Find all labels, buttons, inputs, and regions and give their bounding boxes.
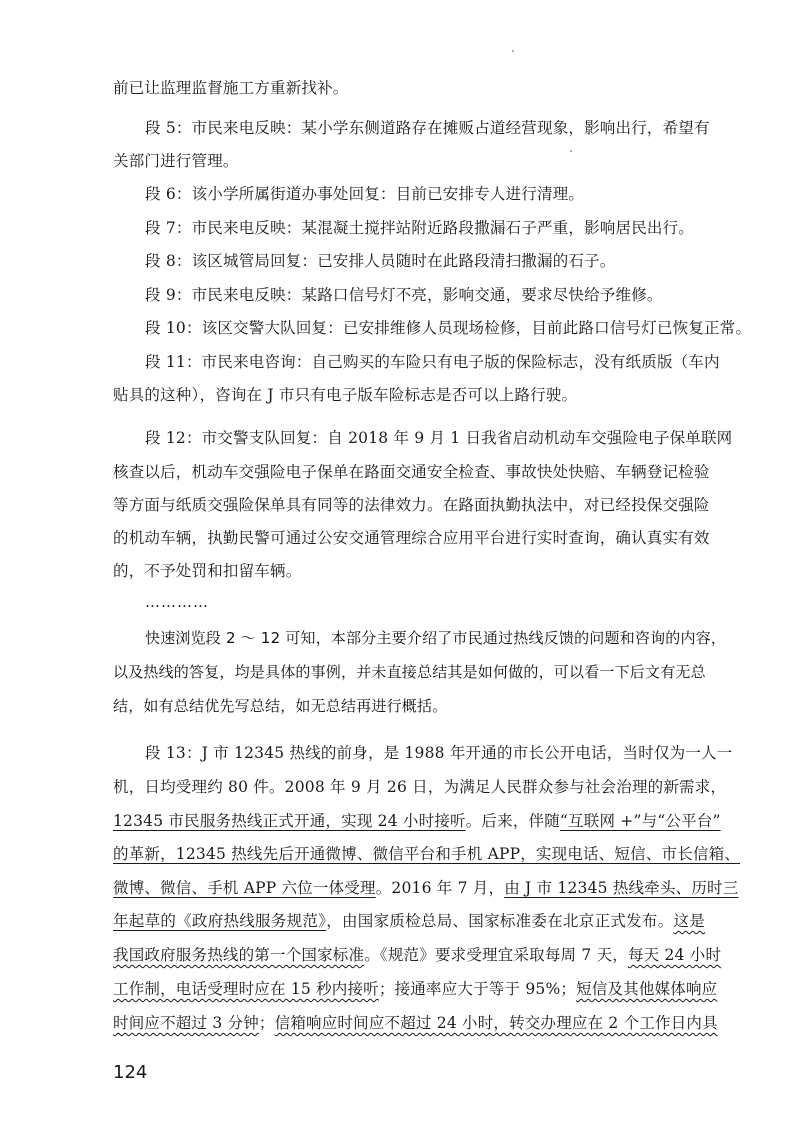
wavy-underlined-phrase: 时间应不超过 3 分钟	[113, 1014, 259, 1032]
text-line: 机，日均受理约 80 件。2008 年 9 月 26 日，为满足人民群众参与社会治理的新需求，	[113, 778, 727, 796]
annotation-line: 快速浏览段 2 ～ 12 可知，本部分主要介绍了市民通过热线反馈的问题和咨询的内容，	[145, 629, 727, 647]
text-fragment: 。《规范》要求受理宜采取每周 7 天，	[364, 946, 628, 964]
text-line: 段 7：市民来电反映：某混凝土搅拌站附近路段撒漏石子严重，影响居民出行。	[145, 219, 694, 237]
underlined-phrase: 年起草的《政府热线服务规范》	[113, 912, 327, 930]
annotation-line: 结，如有总结优先写总结，如无总结再进行概括。	[113, 697, 448, 715]
text-line: 贴具的这种），咨询在 J 市只有电子版车险标志是否可以上路行驶。	[113, 386, 578, 404]
text-line: 的机动车辆，执勤民警可通过公安交通管理综合应用平台进行实时查询，确认真实有效	[113, 529, 710, 547]
text-fragment: 。后来，伴随	[465, 812, 560, 830]
text-line: 段 9：市民来电反映：某路口信号灯不亮，影响交通，要求尽快给予维修。	[145, 286, 663, 304]
ellipsis: …………	[145, 593, 209, 611]
text-line: 等方面与纸质交强险保单具有同等的法律效力。在路面执勤执法中，对已经投保交强险	[113, 496, 710, 514]
text-line: 的，不予处罚和扣留车辆。	[113, 562, 302, 580]
page-number: 124	[113, 1062, 148, 1083]
text-line	[113, 979, 718, 999]
wavy-underlined-phrase: 每天 24 小时	[627, 946, 722, 964]
underlined-phrase: 微博、微信、手机 APP 六位一体受理	[113, 879, 376, 897]
text-line: 段 8：该区城管局回复：已安排人员随时在此路段清扫撒漏的石子。	[145, 252, 616, 270]
text-line: 前已让监理监督施工方重新找补。	[113, 79, 349, 97]
text-line: 段 11：市民来电咨询：自己购买的车险只有电子版的保险标志，没有纸质版（车内	[145, 353, 720, 371]
scan-speck	[512, 50, 514, 52]
annotation-line: 以及热线的答复，均是具体的事例，并未直接总结其是如何做的，可以看一下后文有无总	[113, 663, 706, 681]
text-fragment: 。2016 年 7 月，	[375, 879, 505, 897]
scan-speck	[570, 150, 572, 152]
text-fragment: ；接通率应大于等于 95%；	[378, 980, 577, 998]
underlined-phrase: 的革新，12345 热线先后开通微博、微信平台和手机 APP，实现电话、短信、市长信箱、	[113, 845, 741, 863]
text-line: 段 10：该区交警大队回复：已安排维修人员现场检修，目前此路口信号灯已恢复正常。	[145, 319, 752, 337]
text-fragment: ，由国家质检总局、国家标准委在北京正式发布。	[326, 912, 674, 930]
underlined-phrase: “互联网 +”与“公平台”	[559, 812, 721, 830]
text-line	[113, 844, 741, 864]
text-fragment: ；	[258, 1014, 275, 1032]
text-line: 段 12：市交警支队回复：自 2018 年 9 月 1 日我省启动机动车交强险电子保单联网	[145, 429, 733, 447]
text-line: 段 13：J 市 12345 热线的前身，是 1988 年开通的市长公开电话，当时仅为一人一	[145, 744, 733, 762]
wavy-underlined-phrase: 工作制，电话受理时应在 15 秒内接听	[113, 980, 379, 998]
text-line	[113, 911, 705, 931]
text-line	[113, 1013, 718, 1033]
underlined-phrase: 由 J 市 12345 热线牵头、历时三	[504, 879, 739, 897]
text-line: 段 5：市民来电反映：某小学东侧道路存在摊贩占道经营现象，影响出行，希望有	[145, 119, 710, 137]
wavy-underlined-phrase: 信箱响应时间应不超过 24 小时，转交办理应在 2 个工作日内具	[274, 1014, 718, 1032]
text-line: 核查以后，机动车交强险电子保单在路面交通安全检查、事故快处快赔、车辆登记检验	[113, 463, 710, 481]
text-line	[113, 878, 739, 898]
wavy-underlined-phrase: 短信及其他媒体响应	[576, 980, 718, 998]
text-line	[113, 945, 722, 965]
text-line	[113, 811, 721, 831]
text-line: 关部门进行管理。	[113, 152, 239, 170]
wavy-underlined-phrase: 我国政府服务热线的第一个国家标准	[113, 946, 365, 964]
text-line: 段 6：该小学所属街道办事处回复：目前已安排专人进行清理。	[145, 185, 585, 203]
wavy-underlined-phrase: 这是	[673, 912, 705, 930]
underlined-phrase: 12345 市民服务热线正式开通，实现 24 小时接听	[113, 812, 466, 830]
